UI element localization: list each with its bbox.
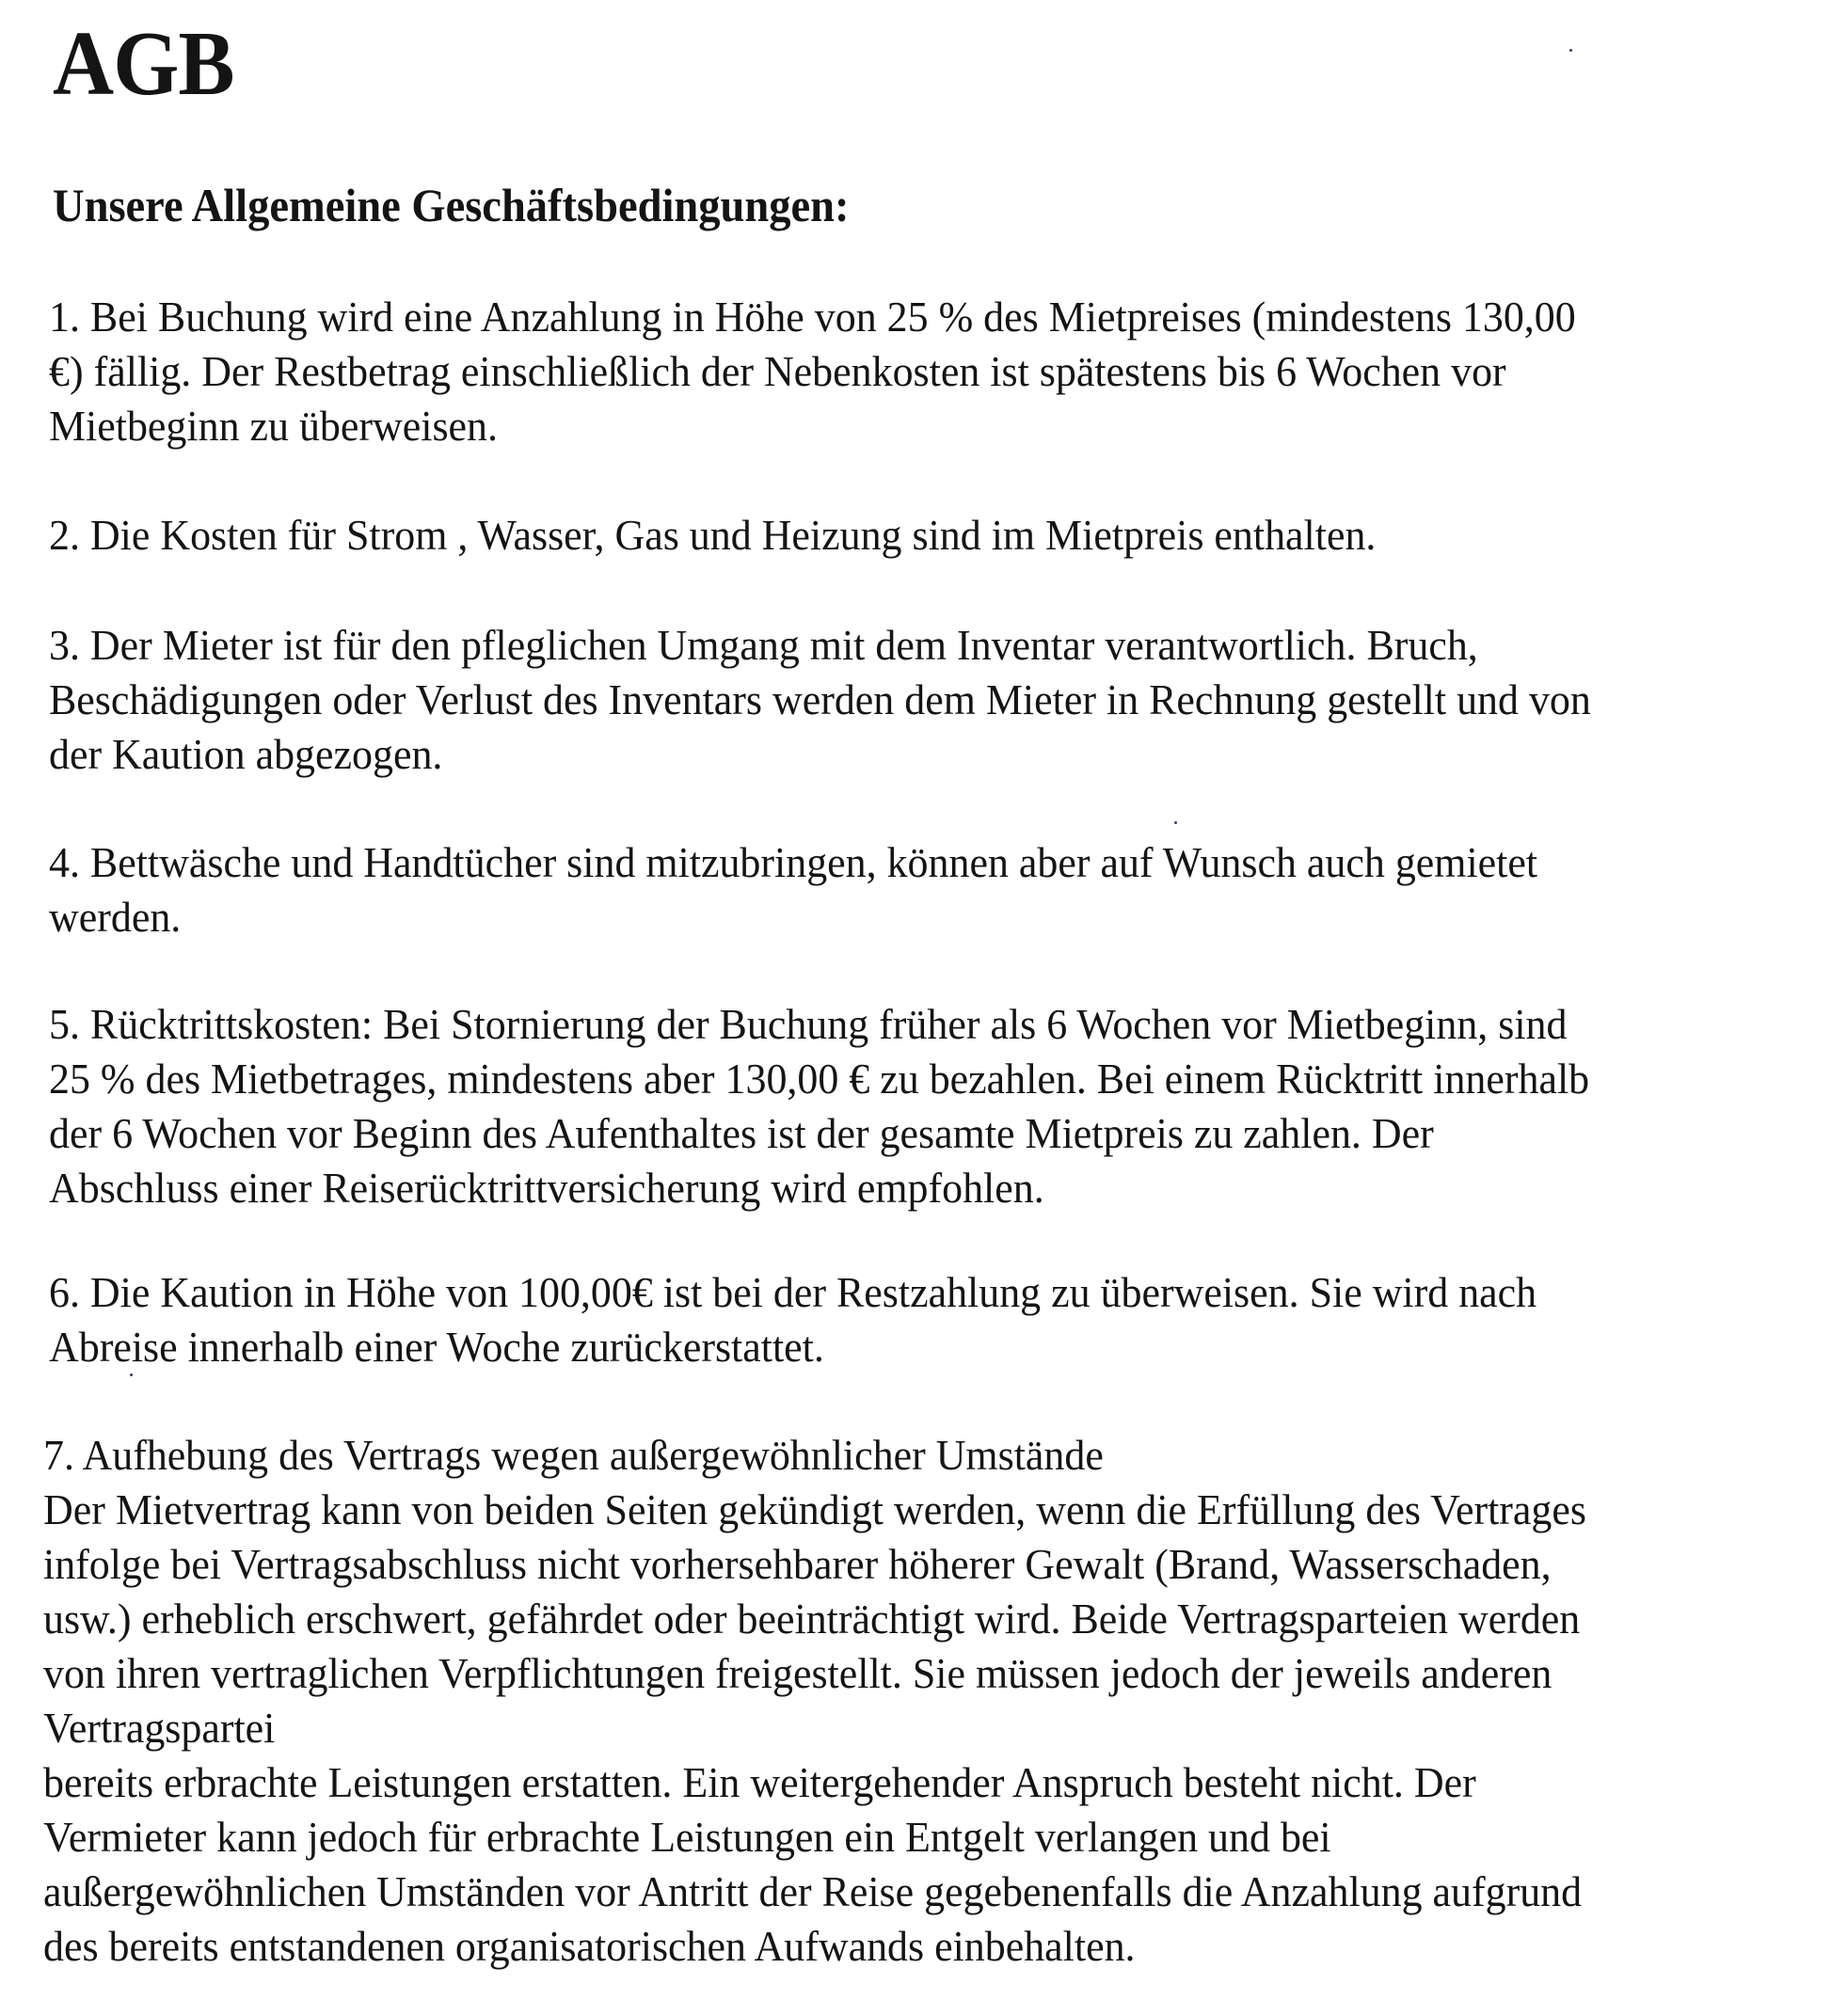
text-line: usw.) erheblich erschwert, gefährdet oder beeinträchtigt wird. Beide Vertragsparteien werden [43,1595,1581,1643]
document-subtitle: Unsere Allgemeine Geschäftsbedingungen: [53,179,850,231]
text-line: der Kaution abgezogen. [49,730,443,778]
text-line: von ihren vertraglichen Verpflichtungen freigestellt. Sie müssen jedoch der jeweils anderen [43,1649,1552,1697]
text-line: €) fällig. Der Restbetrag einschließlich der Nebenkosten ist spätestens bis 6 Wochen vor [49,347,1506,395]
clause-7-force-majeure [43,1428,1586,1974]
text-line: 7. Aufhebung des Vertrags wegen außergewöhnlicher Umstände [43,1431,1104,1479]
text-line: werden. [49,893,182,941]
text-line: der 6 Wochen vor Beginn des Aufenthaltes ist der gesamte Mietpreis zu zahlen. Der [49,1109,1434,1157]
text-line: bereits erbrachte Leistungen erstatten. Ein weitergehender Anspruch besteht nicht. Der [43,1758,1476,1806]
text-line: Vertragspartei [43,1704,276,1752]
clause-2-utilities [49,508,1376,563]
text-line: infolge bei Vertragsabschluss nicht vorhersehbarer höherer Gewalt (Brand, Wasserschaden, [43,1540,1552,1588]
text-line: Mietbeginn zu überweisen. [49,402,498,450]
text-line: Abschluss einer Reiserücktrittversicherung wird empfohlen. [49,1164,1044,1212]
text-line: des bereits entstandenen organisatorischen Aufwands einbehalten. [43,1922,1136,1970]
clause-1-deposit [49,290,1576,453]
clause-3-inventory [49,618,1591,782]
scan-speck [1174,821,1177,824]
text-line: Der Mietvertrag kann von beiden Seiten gekündigt werden, wenn die Erfüllung des Vertrages [43,1485,1586,1533]
scan-speck [130,1373,133,1376]
scan-speck [1569,49,1572,52]
text-line: Vermieter kann jedoch für erbrachte Leistungen ein Entgelt verlangen und bei [43,1813,1331,1861]
text-line: 6. Die Kaution in Höhe von 100,00€ ist bei der Restzahlung zu überweisen. Sie wird nach [49,1268,1537,1316]
clause-6-security-deposit [49,1265,1537,1374]
text-line: 25 % des Mietbetrages, mindestens aber 130,00 € zu bezahlen. Bei einem Rücktritt innerhalb [49,1055,1590,1103]
clause-4-linens [49,835,1537,945]
text-line: Beschädigungen oder Verlust des Inventars werden dem Mieter in Rechnung gestellt und von [49,675,1591,723]
text-line: 4. Bettwäsche und Handtücher sind mitzubringen, können aber auf Wunsch auch gemietet [49,838,1538,886]
text-line: 1. Bei Buchung wird eine Anzahlung in Höhe von 25 % des Mietpreises (mindestens 130,00 [49,293,1576,341]
text-line: 5. Rücktrittskosten: Bei Stornierung der Buchung früher als 6 Wochen vor Mietbeginn, sind [49,1000,1568,1048]
text-line: 3. Der Mieter ist für den pfleglichen Umgang mit dem Inventar verantwortlich. Bruch, [49,621,1478,669]
clause-5-cancellation [49,997,1589,1215]
text-line: Abreise innerhalb einer Woche zurückerstattet. [49,1323,824,1371]
document-title: AGB [53,13,234,115]
text-line: 2. Die Kosten für Strom , Wasser, Gas und Heizung sind im Mietpreis enthalten. [49,511,1377,559]
text-line: außergewöhnlichen Umständen vor Antritt der Reise gegebenenfalls die Anzahlung aufgrund [43,1867,1583,1915]
